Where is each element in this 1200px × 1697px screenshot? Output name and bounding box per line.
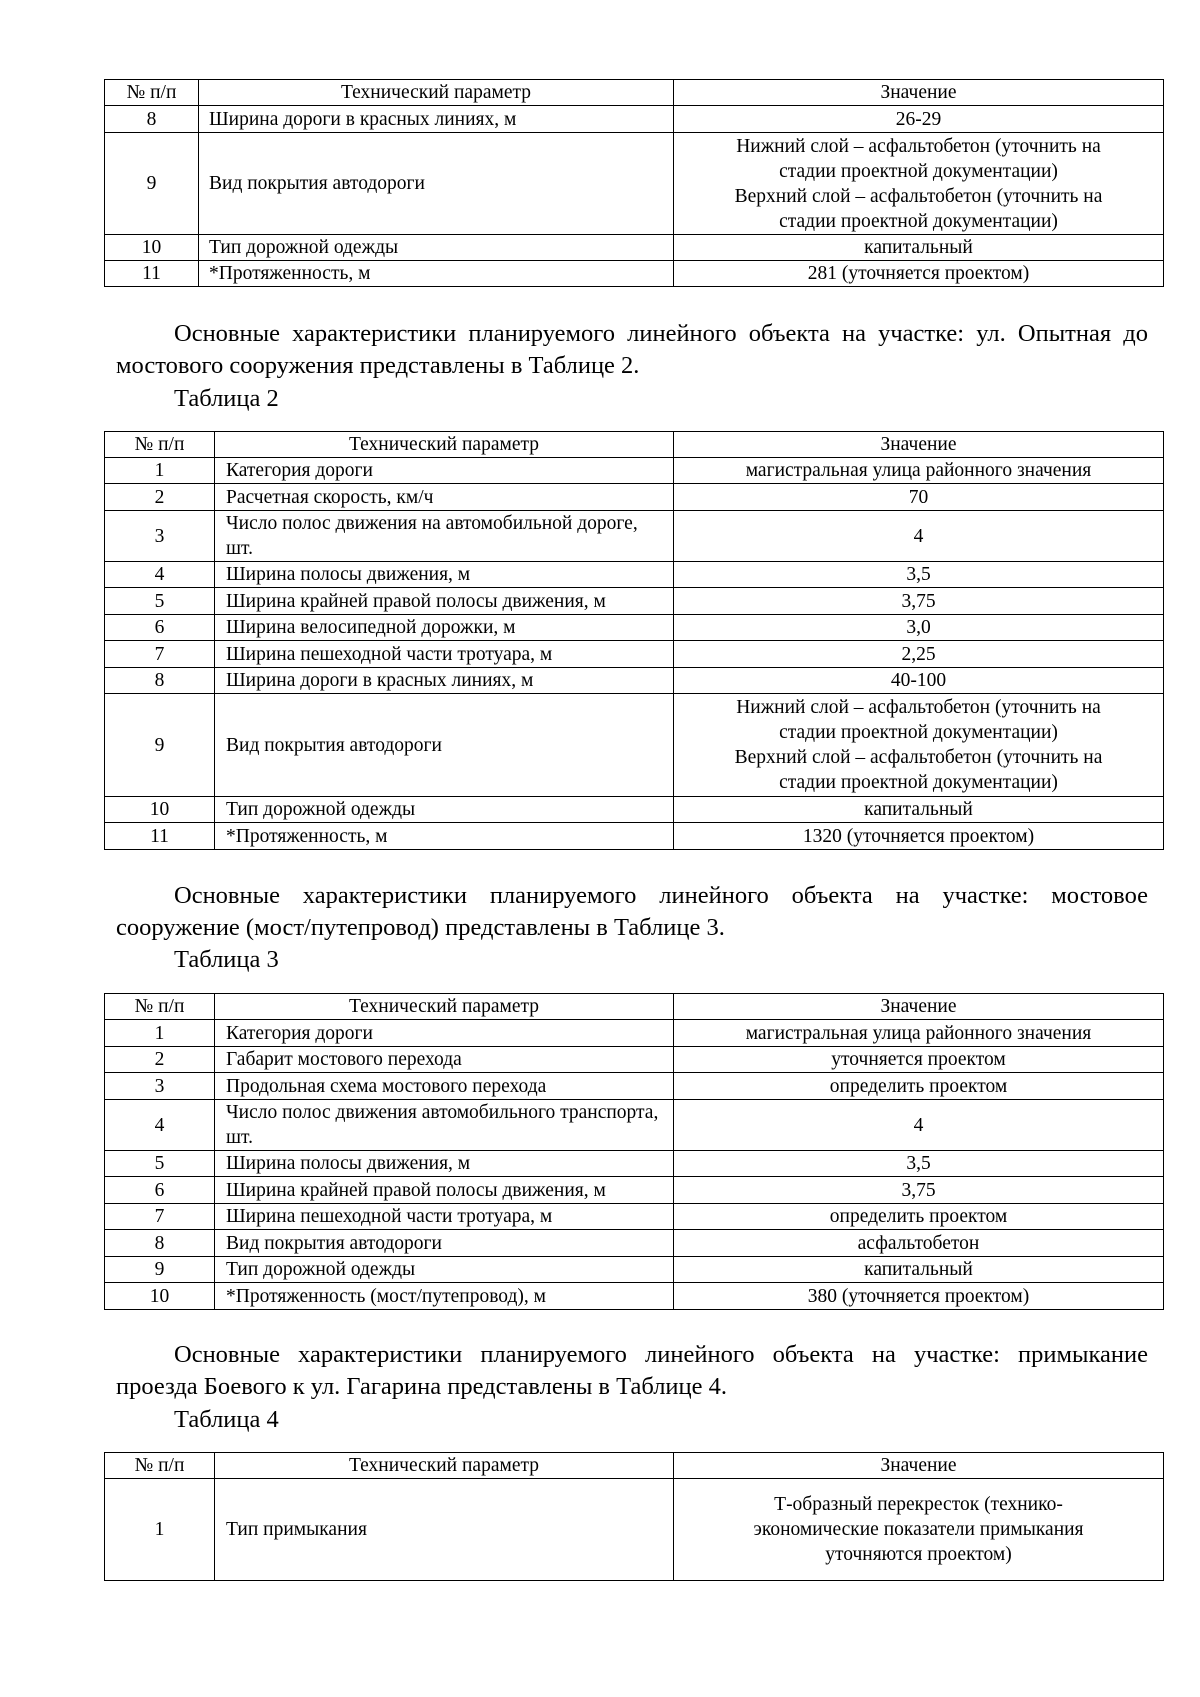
paragraph-table-4-intro: Основные характеристики планируемого линейного объекта на участке: примыкание проезда Боевого к ул. Гагарина представлены в Таблице 4. [116, 1341, 1148, 1400]
row-parameter: Вид покрытия автодороги [199, 133, 674, 235]
row-parameter: Ширина полосы движения, м [215, 1151, 674, 1177]
table-row [105, 797, 1164, 823]
row-number: 9 [105, 133, 199, 235]
row-parameter: Вид покрытия автодороги [215, 694, 674, 797]
table-header-row [105, 80, 1164, 106]
header-parameter: Технический параметр [199, 80, 674, 106]
row-value: 40-100 [674, 668, 1164, 694]
row-parameter: Вид покрытия автодороги [215, 1230, 674, 1257]
table-row [105, 694, 1164, 797]
table-row [105, 458, 1164, 484]
row-parameter: Ширина велосипедной дорожки, м [215, 615, 674, 641]
row-value: капитальный [674, 1257, 1164, 1283]
row-value: 70 [674, 484, 1164, 511]
row-number: 2 [105, 484, 215, 511]
table-row [105, 261, 1164, 287]
row-parameter: *Протяженность (мост/путепровод), м [215, 1283, 674, 1310]
header-number: № п/п [105, 1453, 215, 1479]
table-row [105, 1204, 1164, 1230]
header-parameter: Технический параметр [215, 994, 674, 1020]
row-number: 1 [105, 1020, 215, 1047]
row-parameter: Категория дороги [215, 458, 674, 484]
row-number: 4 [105, 1100, 215, 1151]
table-row [105, 1230, 1164, 1257]
row-number: 3 [105, 511, 215, 562]
row-value: Нижний слой – асфальтобетон (уточнить на стадии проектной документации) Верхний слой – асфальтобетон (уточнить на стадии проектной документации) [674, 694, 1164, 797]
row-parameter: Ширина полосы движения, м [215, 562, 674, 588]
table-row [105, 484, 1164, 511]
table-4 [104, 1452, 1164, 1581]
row-number: 10 [105, 235, 199, 261]
table-row [105, 1283, 1164, 1310]
row-parameter: Ширина пешеходной части тротуара, м [215, 1204, 674, 1230]
row-number: 9 [105, 1257, 215, 1283]
row-number: 11 [105, 823, 215, 850]
table-row [105, 562, 1164, 588]
table-1 [104, 79, 1164, 287]
row-number: 4 [105, 562, 215, 588]
row-number: 11 [105, 261, 199, 287]
row-number: 8 [105, 1230, 215, 1257]
table-header-row [105, 994, 1164, 1020]
row-value: Т-образный перекресток (технико- экономические показатели примыкания уточняются проектом) [674, 1479, 1164, 1581]
row-value: магистральная улица районного значения [674, 1020, 1164, 1047]
row-number: 6 [105, 615, 215, 641]
row-value: 4 [674, 1100, 1164, 1151]
row-value: 26-29 [674, 106, 1164, 133]
row-value: 3,5 [674, 1151, 1164, 1177]
header-value: Значение [674, 1453, 1164, 1479]
row-parameter: *Протяженность, м [215, 823, 674, 850]
row-value: определить проектом [674, 1204, 1164, 1230]
row-value: 281 (уточняется проектом) [674, 261, 1164, 287]
row-parameter: Число полос движения на автомобильной дороге, шт. [215, 511, 674, 562]
row-number: 1 [105, 458, 215, 484]
row-value: 3,75 [674, 1177, 1164, 1204]
paragraph-table-2-intro: Основные характеристики планируемого линейного объекта на участке: ул. Опытная до мостового сооружения представлены в Таблице 2. [116, 320, 1148, 379]
table-row [105, 1073, 1164, 1100]
header-number: № п/п [105, 994, 215, 1020]
row-parameter: Продольная схема мостового перехода [215, 1073, 674, 1100]
row-value: капитальный [674, 235, 1164, 261]
row-parameter: Тип примыкания [215, 1479, 674, 1581]
row-value: 1320 (уточняется проектом) [674, 823, 1164, 850]
row-value: 4 [674, 511, 1164, 562]
row-parameter: Тип дорожной одежды [215, 1257, 674, 1283]
row-parameter: Тип дорожной одежды [199, 235, 674, 261]
row-parameter: Ширина крайней правой полосы движения, м [215, 1177, 674, 1204]
table-row [105, 1047, 1164, 1073]
table-row [105, 668, 1164, 694]
row-number: 8 [105, 106, 199, 133]
header-value: Значение [674, 432, 1164, 458]
row-number: 3 [105, 1073, 215, 1100]
table-header-row [105, 1453, 1164, 1479]
row-value: 2,25 [674, 641, 1164, 668]
row-number: 9 [105, 694, 215, 797]
row-number: 5 [105, 1151, 215, 1177]
table-row [105, 1100, 1164, 1151]
header-number: № п/п [105, 432, 215, 458]
row-parameter: *Протяженность, м [199, 261, 674, 287]
caption-table-2: Таблица 2 [174, 385, 279, 412]
row-value: уточняется проектом [674, 1047, 1164, 1073]
row-value: определить проектом [674, 1073, 1164, 1100]
table-row [105, 1479, 1164, 1581]
header-number: № п/п [105, 80, 199, 106]
table-row [105, 641, 1164, 668]
caption-table-3: Таблица 3 [174, 946, 279, 973]
table-row [105, 588, 1164, 615]
table-3 [104, 993, 1164, 1310]
row-value: Нижний слой – асфальтобетон (уточнить на стадии проектной документации) Верхний слой – асфальтобетон (уточнить на стадии проектной документации) [674, 133, 1164, 235]
row-value: 3,5 [674, 562, 1164, 588]
row-parameter: Категория дороги [215, 1020, 674, 1047]
row-number: 7 [105, 641, 215, 668]
row-parameter: Расчетная скорость, км/ч [215, 484, 674, 511]
row-value: 3,75 [674, 588, 1164, 615]
row-value: магистральная улица районного значения [674, 458, 1164, 484]
table-header-row [105, 432, 1164, 458]
table-2 [104, 431, 1164, 850]
table-row [105, 106, 1164, 133]
row-number: 1 [105, 1479, 215, 1581]
table-row [105, 1177, 1164, 1204]
row-value: асфальтобетон [674, 1230, 1164, 1257]
row-number: 6 [105, 1177, 215, 1204]
table-row [105, 235, 1164, 261]
row-number: 8 [105, 668, 215, 694]
row-parameter: Ширина дороги в красных линиях, м [215, 668, 674, 694]
table-row [105, 823, 1164, 850]
row-parameter: Габарит мостового перехода [215, 1047, 674, 1073]
row-value: 380 (уточняется проектом) [674, 1283, 1164, 1310]
header-value: Значение [674, 994, 1164, 1020]
row-value: капитальный [674, 797, 1164, 823]
header-parameter: Технический параметр [215, 1453, 674, 1479]
row-parameter: Ширина пешеходной части тротуара, м [215, 641, 674, 668]
row-parameter: Ширина крайней правой полосы движения, м [215, 588, 674, 615]
table-row [105, 615, 1164, 641]
header-value: Значение [674, 80, 1164, 106]
caption-table-4: Таблица 4 [174, 1406, 279, 1433]
row-value: 3,0 [674, 615, 1164, 641]
table-row [105, 133, 1164, 235]
row-number: 10 [105, 1283, 215, 1310]
row-parameter: Тип дорожной одежды [215, 797, 674, 823]
row-parameter: Число полос движения автомобильного транспорта, шт. [215, 1100, 674, 1151]
table-row [105, 511, 1164, 562]
row-parameter: Ширина дороги в красных линиях, м [199, 106, 674, 133]
row-number: 7 [105, 1204, 215, 1230]
row-number: 10 [105, 797, 215, 823]
row-number: 2 [105, 1047, 215, 1073]
paragraph-table-3-intro: Основные характеристики планируемого линейного объекта на участке: мостовое сооружение (мост/путепровод) представлены в Таблице 3. [116, 882, 1148, 941]
table-row [105, 1151, 1164, 1177]
table-row [105, 1257, 1164, 1283]
row-number: 5 [105, 588, 215, 615]
header-parameter: Технический параметр [215, 432, 674, 458]
table-row [105, 1020, 1164, 1047]
